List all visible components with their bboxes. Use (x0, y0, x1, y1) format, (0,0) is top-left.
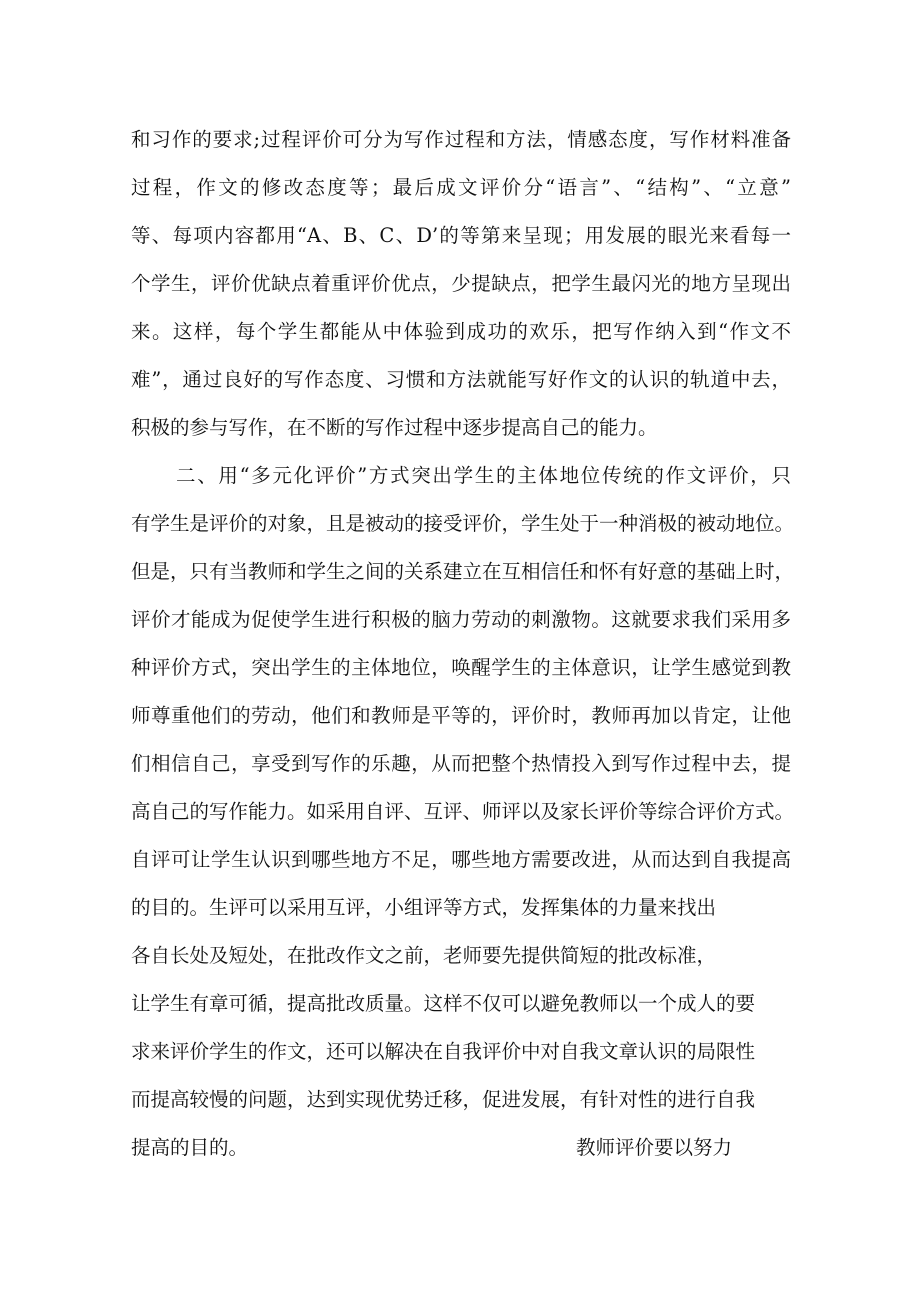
paragraph-first-line: 二、用“多元化评价”方式突出学生的主体地位传统的作文评价，只 (176, 464, 791, 487)
text-line: 和习作的要求;过程评价可分为写作过程和方法，情感态度，写作材料准备 (131, 128, 791, 151)
text-line: 评价才能成为促使学生进行积极的脑力劳动的刺激物。这就要求我们采用多 (131, 608, 791, 631)
text-line: 积极的参与写作，在不断的写作过程中逐步提高自己的能力。 (131, 416, 658, 439)
text-line: 种评价方式，突出学生的主体地位，唤醒学生的主体意识，让学生感觉到教 (131, 656, 791, 679)
text-line: 个学生，评价优缺点着重评价优点，少提缺点，把学生最闪光的地方呈现出 (131, 272, 791, 295)
text-line: 但是，只有当教师和学生之间的关系建立在互相信任和怀有好意的基础上时， (131, 560, 795, 583)
text-line: 求来评价学生的作文，还可以解决在自我评价中对自我文章认识的局限性 (131, 1040, 756, 1063)
text-line: 的目的。生评可以采用互评，小组评等方式，发挥集体的力量来找出 (131, 896, 717, 919)
text-line: 过程，作文的修改态度等；最后成文评价分“语言”、“结构”、“立意” (131, 176, 791, 199)
text-line: 高自己的写作能力。如采用自评、互评、师评以及家长评价等综合评价方式。 (131, 800, 795, 823)
text-line: 有学生是评价的对象，且是被动的接受评价，学生处于一种消极的被动地位。 (131, 512, 795, 535)
text-line-fragment: 教师评价要以努力 (576, 1136, 733, 1159)
text-line: 而提高较慢的问题，达到实现优势迁移，促进发展，有针对性的进行自我 (131, 1088, 756, 1111)
text-line: 等、每项内容都用“A、B、C、D’的等第来呈现；用发展的眼光来看每一 (131, 224, 791, 247)
text-line: 让学生有章可循，提高批改质量。这样不仅可以避免教师以一个成人的要 (131, 992, 756, 1015)
text-line: 自评可让学生认识到哪些地方不足，哪些地方需要改进，从而达到自我提高 (131, 848, 791, 871)
text-line: 难”，通过良好的写作态度、习惯和方法就能写好作文的认识的轨道中去， (131, 368, 791, 391)
text-line: 们相信自己，享受到写作的乐趣，从而把整个热情投入到写作过程中去，提 (131, 752, 791, 775)
text-line: 各自长处及短处，在批改作文之前，老师要先提供简短的批改标准， (131, 944, 717, 967)
text-line: 来。这样，每个学生都能从中体验到成功的欢乐，把写作纳入到“作文不 (131, 320, 791, 343)
text-line: 提高的目的。 (131, 1136, 249, 1159)
text-line: 师尊重他们的劳动，他们和教师是平等的，评价时，教师再加以肯定，让他 (131, 704, 791, 727)
